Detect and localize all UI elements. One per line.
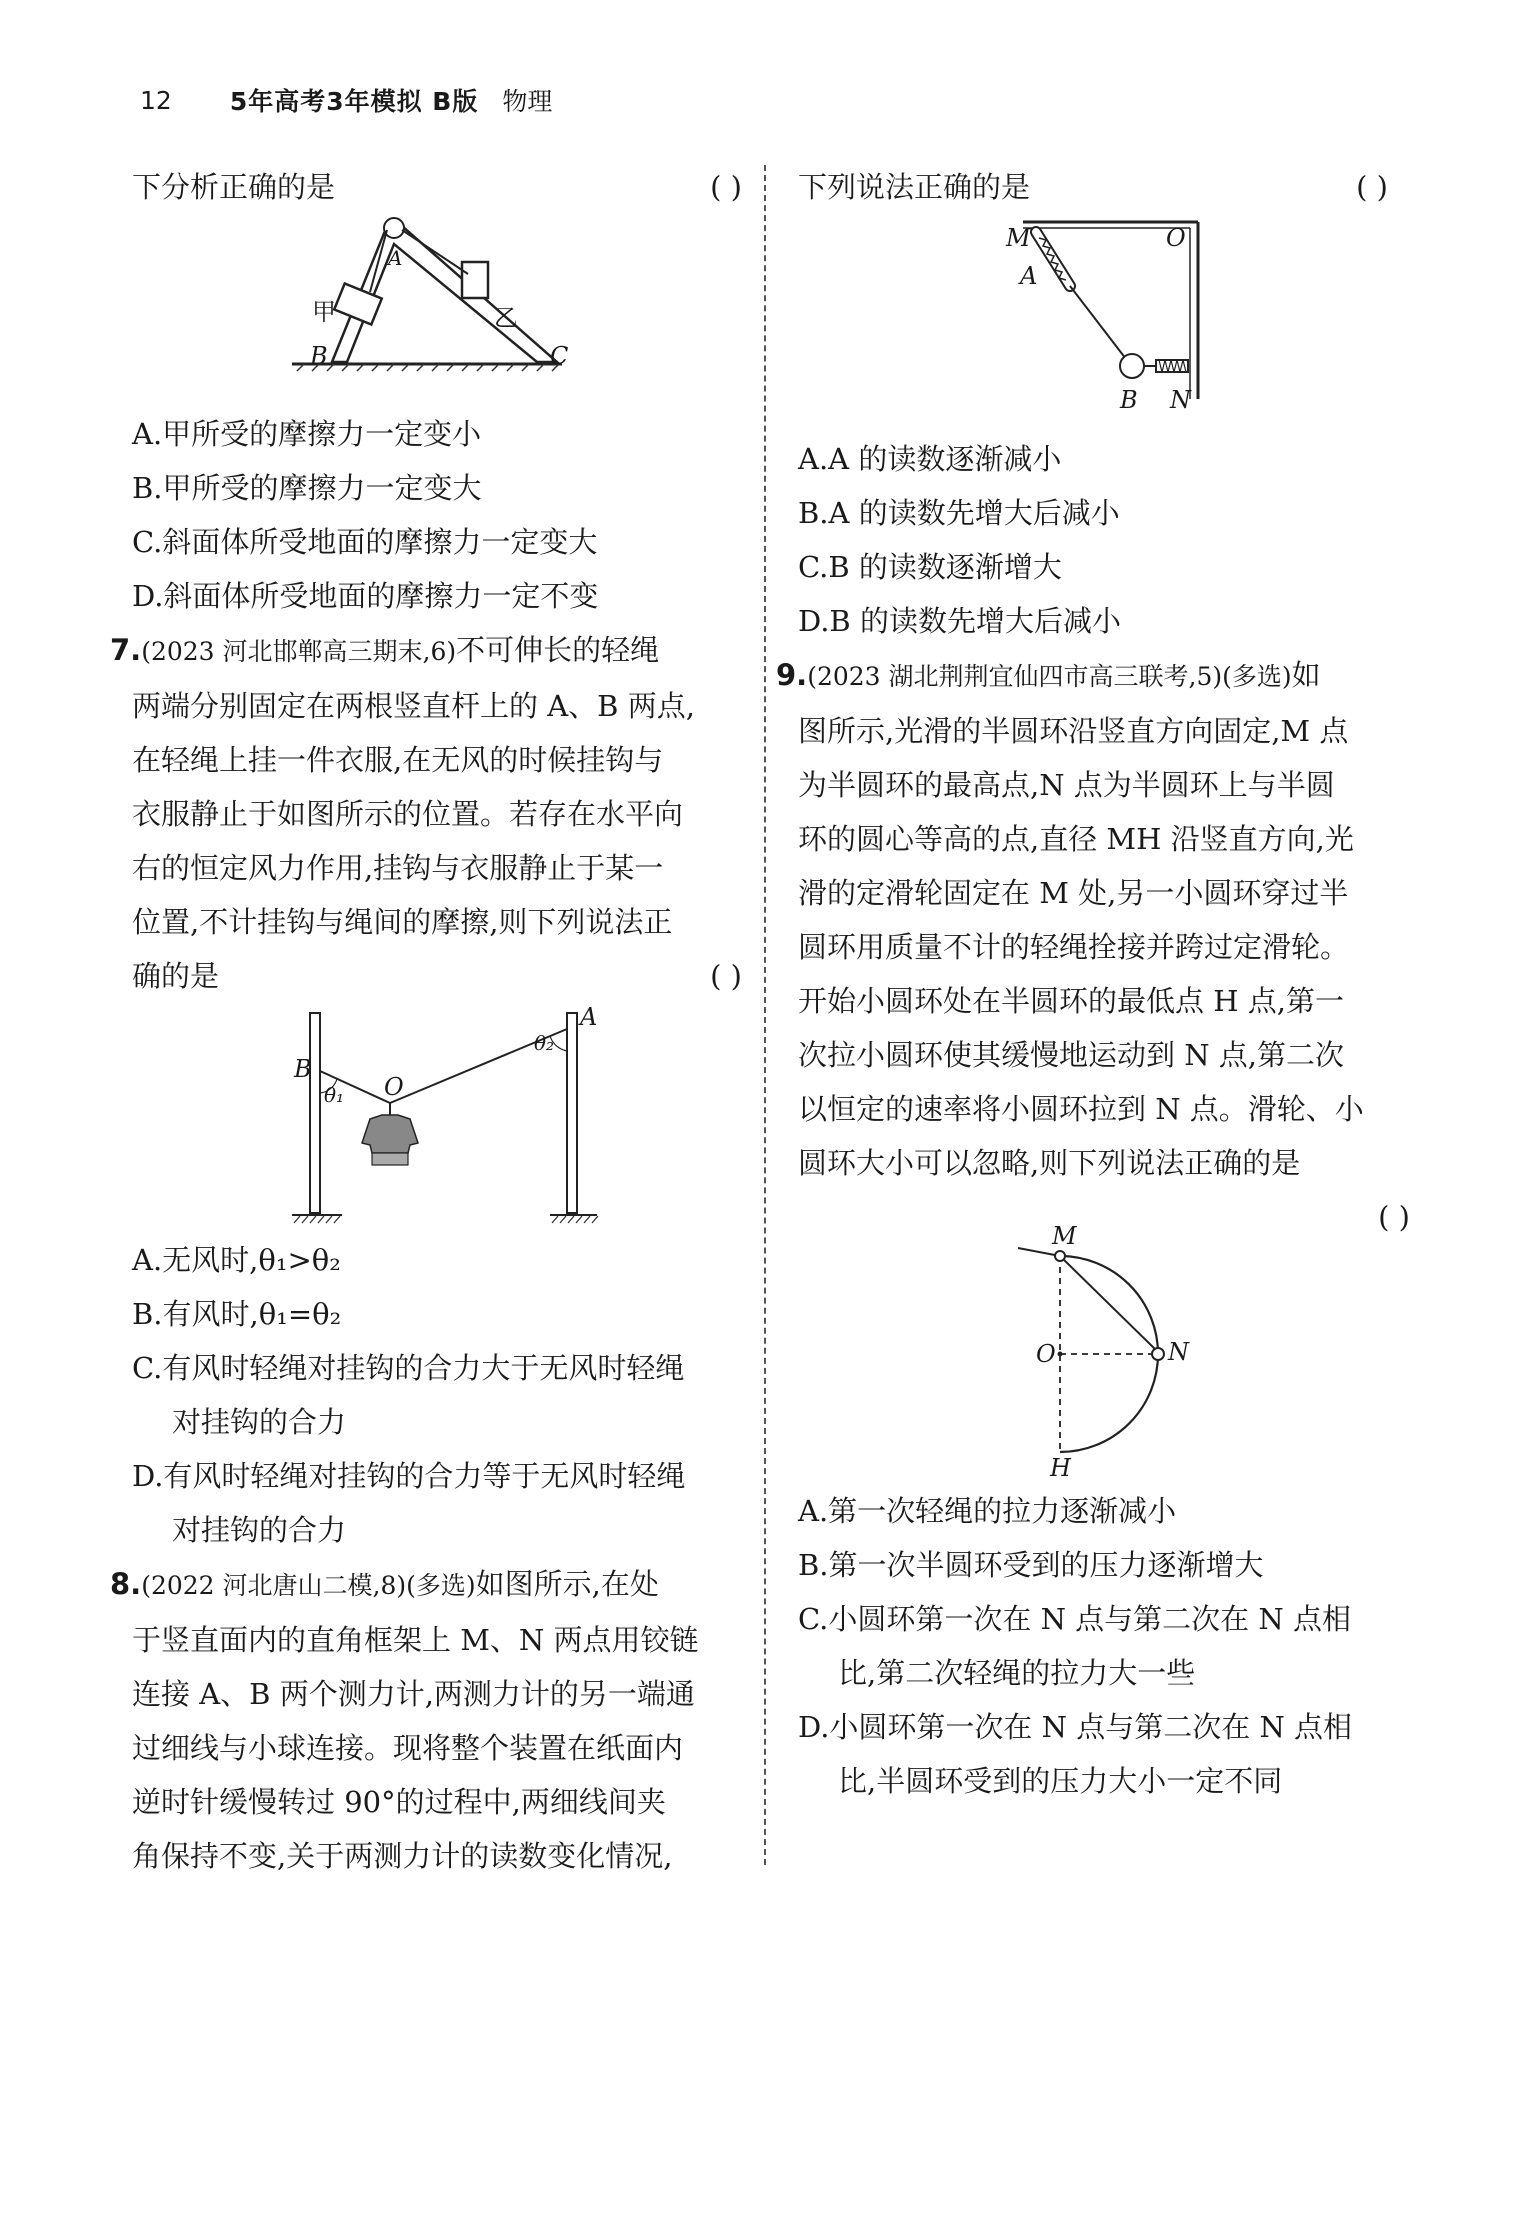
q7-option-a[interactable]: A.无风时,θ₁>θ₂ xyxy=(132,1243,341,1277)
q7-option-c-cont: 对挂钩的合力 xyxy=(172,1405,347,1439)
q9-line-7: 次拉小圆环使其缓慢地运动到 N 点,第二次 xyxy=(798,1038,1345,1072)
q6-label-C: C xyxy=(550,342,569,370)
q6-answer-paren: ( ) xyxy=(710,170,742,204)
q8-line-2: 连接 A、B 两个测力计,两测力计的另一端通 xyxy=(132,1677,695,1711)
q7-answer-paren: ( ) xyxy=(710,959,742,993)
q7-label-theta2: θ₂ xyxy=(534,1031,555,1055)
question-7 xyxy=(110,623,742,1003)
q9-answer-paren: ( ) xyxy=(1378,1200,1410,1234)
q9-label-O: O xyxy=(1036,1340,1056,1368)
q7-number: 7. xyxy=(110,633,142,667)
q7-line-1: 两端分别固定在两根竖直杆上的 A、B 两点, xyxy=(132,689,695,723)
q8-option-b[interactable]: B.A 的读数先增大后减小 xyxy=(798,496,1120,530)
q6-tail-text: 下分析正确的是 xyxy=(132,170,336,204)
q8-tail-text: 下列说法正确的是 xyxy=(798,170,1031,204)
q6-label-B: B xyxy=(310,342,328,370)
q8-figure xyxy=(798,214,1418,434)
q8-source: (2022 河北唐山二模,8)(多选) xyxy=(141,1571,476,1600)
clothesline-diagram xyxy=(132,1003,742,1233)
page-number: 12 xyxy=(140,85,172,115)
q8-label-A: A xyxy=(1020,262,1038,290)
frame-spring-diagram xyxy=(798,214,1418,434)
q6-option-d[interactable]: D.斜面体所受地面的摩擦力一定不变 xyxy=(132,579,599,613)
q8-label-O: O xyxy=(1166,224,1186,252)
q7-option-c[interactable]: C.有风时轻绳对挂钩的合力大于无风时轻绳 xyxy=(132,1351,685,1385)
q8-answer-paren: ( ) xyxy=(1356,170,1388,204)
q8-number: 8. xyxy=(110,1567,142,1601)
q9-paren-line xyxy=(776,1190,1418,1244)
q7-label-O: O xyxy=(384,1073,404,1101)
q7-text-0: 不可伸长的轻绳 xyxy=(456,633,660,667)
incline-diagram xyxy=(132,214,742,419)
q6-option-b[interactable]: B.甲所受的摩擦力一定变大 xyxy=(132,471,482,505)
q6-label-jia: 甲 xyxy=(312,298,336,326)
q9-line-5: 圆环用质量不计的轻绳拴接并跨过定滑轮。 xyxy=(798,930,1350,964)
q8-label-N: N xyxy=(1170,386,1191,414)
q7-option-d-cont: 对挂钩的合力 xyxy=(172,1513,347,1547)
q7-line-4: 右的恒定风力作用,挂钩与衣服静止于某一 xyxy=(132,851,664,885)
subject: 物理 xyxy=(502,87,553,116)
q9-line-3: 环的圆心等高的点,直径 MH 沿竖直方向,光 xyxy=(798,822,1354,856)
q8-line-4: 逆时针缓慢转过 90°的过程中,两细线间夹 xyxy=(132,1785,666,1819)
q8-options xyxy=(798,432,1418,648)
q9-source: (2023 湖北荆荆宜仙四市高三联考,5)(多选) xyxy=(807,662,1292,691)
q8-tail xyxy=(798,160,1418,214)
q9-label-H: H xyxy=(1050,1454,1071,1482)
q7-figure xyxy=(132,1003,742,1233)
q8-label-B: B xyxy=(1120,386,1138,414)
q7-line-2: 在轻绳上挂一件衣服,在无风的时候挂钩与 xyxy=(132,743,664,777)
q9-number: 9. xyxy=(776,658,808,692)
q9-option-c-cont: 比,第二次轻绳的拉力大一些 xyxy=(838,1656,1196,1690)
q9-line-0 xyxy=(776,648,1418,704)
right-column xyxy=(776,160,1418,1808)
question-9 xyxy=(776,648,1418,1244)
q8-label-M: M xyxy=(1006,224,1031,252)
q8-line-3: 过细线与小球连接。现将整个装置在纸面内 xyxy=(132,1731,684,1765)
q9-line-1: 图所示,光滑的半圆环沿竖直方向固定,M 点 xyxy=(798,714,1349,748)
q7-option-d[interactable]: D.有风时轻绳对挂钩的合力等于无风时轻绳 xyxy=(132,1459,686,1493)
q7-line-0 xyxy=(110,623,742,679)
q9-option-b[interactable]: B.第一次半圆环受到的压力逐渐增大 xyxy=(798,1548,1264,1582)
q6-option-c[interactable]: C.斜面体所受地面的摩擦力一定变大 xyxy=(132,525,598,559)
column-divider xyxy=(764,165,766,1865)
q9-label-N: N xyxy=(1168,1338,1189,1366)
q7-line-5: 位置,不计挂钩与绳间的摩擦,则下列说法正 xyxy=(132,905,673,939)
q7-line-6 xyxy=(110,949,742,1003)
q8-line-0 xyxy=(110,1557,742,1613)
q8-text-0: 如图所示,在处 xyxy=(475,1567,659,1601)
q9-options xyxy=(798,1484,1418,1808)
q9-line-6: 开始小圆环处在半圆环的最低点 H 点,第一 xyxy=(798,984,1344,1018)
q9-option-d[interactable]: D.小圆环第一次在 N 点与第二次在 N 点相 xyxy=(798,1710,1353,1744)
q7-option-b[interactable]: B.有风时,θ₁=θ₂ xyxy=(132,1297,342,1331)
q7-label-B: B xyxy=(294,1055,312,1083)
q9-figure xyxy=(798,1222,1418,1484)
q6-label-yi: 乙 xyxy=(494,304,518,332)
q6-tail xyxy=(132,160,742,214)
semicircle-ring-diagram xyxy=(798,1244,1418,1484)
q7-label-theta1: θ₁ xyxy=(324,1083,345,1107)
question-8 xyxy=(110,1557,742,1883)
q9-text-0: 如 xyxy=(1291,658,1321,692)
q8-option-c[interactable]: C.B 的读数逐渐增大 xyxy=(798,550,1062,584)
book-title: 5年高考3年模拟 B版 xyxy=(229,87,479,116)
q9-option-c[interactable]: C.小圆环第一次在 N 点与第二次在 N 点相 xyxy=(798,1602,1351,1636)
q8-line-1: 于竖直面内的直角框架上 M、N 两点用铰链 xyxy=(132,1623,699,1657)
page-header xyxy=(140,80,552,120)
q6-label-A: A xyxy=(388,246,403,270)
q8-option-d[interactable]: D.B 的读数先增大后减小 xyxy=(798,604,1121,638)
q6-options xyxy=(132,407,742,623)
q7-label-A: A xyxy=(580,1003,598,1031)
q9-option-d-cont: 比,半圆环受到的压力大小一定不同 xyxy=(838,1764,1283,1798)
q6-figure xyxy=(132,214,742,419)
q7-source: (2023 河北邯郸高三期末,6) xyxy=(141,637,457,666)
q9-option-a[interactable]: A.第一次轻绳的拉力逐渐减小 xyxy=(798,1494,1177,1528)
q9-line-8: 以恒定的速率将小圆环拉到 N 点。滑轮、小 xyxy=(798,1092,1364,1126)
q9-line-9: 圆环大小可以忽略,则下列说法正确的是 xyxy=(798,1146,1301,1180)
q8-line-5: 角保持不变,关于两测力计的读数变化情况, xyxy=(132,1839,673,1873)
q7-text-6: 确的是 xyxy=(132,959,220,993)
q9-line-2: 为半圆环的最高点,N 点为半圆环上与半圆 xyxy=(798,768,1335,802)
q9-label-M: M xyxy=(1052,1222,1077,1250)
q7-line-3: 衣服静止于如图所示的位置。若存在水平向 xyxy=(132,797,684,831)
q6-option-a[interactable]: A.甲所受的摩擦力一定变小 xyxy=(132,417,482,451)
q8-option-a[interactable]: A.A 的读数逐渐减小 xyxy=(798,442,1062,476)
q7-options xyxy=(132,1233,742,1557)
q9-line-4: 滑的定滑轮固定在 M 处,另一小圆环穿过半 xyxy=(798,876,1349,910)
left-column xyxy=(110,160,742,1883)
